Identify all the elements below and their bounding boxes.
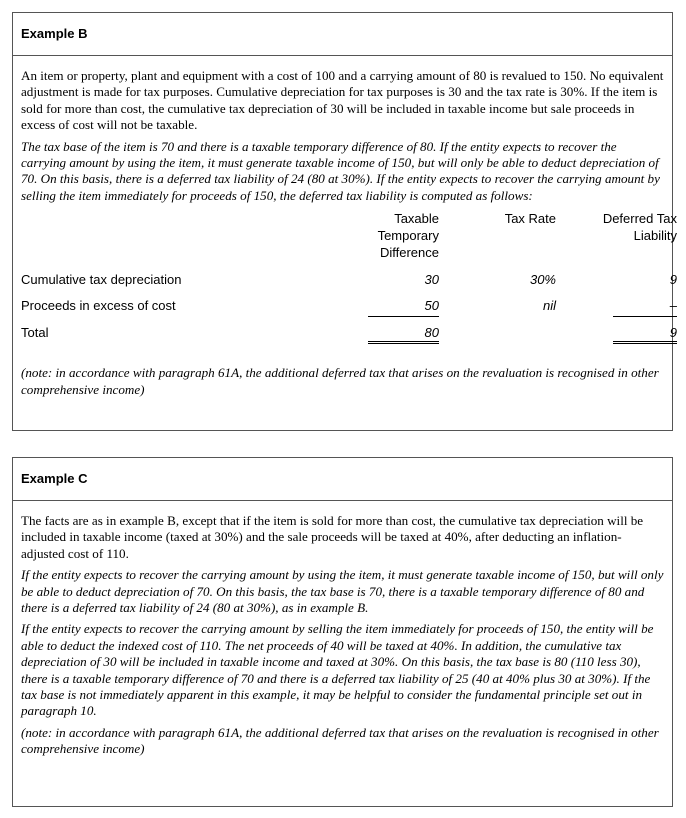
row1-tax-rate: 30% bbox=[529, 272, 556, 288]
row1-deferred-tax: 9 bbox=[669, 272, 677, 288]
example-b-paragraph-1: An item or property, plant and equipment with a cost of 100 and a carrying amount of 80 is revalued to 150. No equivalent adjustment is made for tax purposes. Cumulative depreciation for tax purposes is 30 and the tax rate is 30%. If the item is sold for more than cost, the cumulative tax depreciation of 30 will be included in taxable income but sale proceeds in excess of cost will not be taxable. bbox=[21, 68, 664, 133]
example-c-box bbox=[12, 457, 673, 807]
example-b-title: Example B bbox=[13, 13, 672, 56]
total-deferred-tax: 9 bbox=[613, 325, 677, 344]
row2-tax-rate: nil bbox=[542, 298, 556, 314]
header-deferred-tax-liability: Deferred Tax Liability bbox=[602, 211, 677, 244]
example-c-note: (note: in accordance with paragraph 61A, the additional deferred tax that arises on the revaluation is recognised in other comprehensive income) bbox=[21, 724, 659, 757]
row2-deferred-tax: – bbox=[613, 298, 677, 317]
example-b-note: (note: in accordance with paragraph 61A, the additional deferred tax that arises on the revaluation is recognised in other comprehensive income) bbox=[21, 365, 659, 397]
example-c-paragraph-3: If the entity expects to recover the carrying amount by selling the item immediately for proceeds of 150, the entity will be able to deduct the indexed cost of 110. The net proceeds of 40 will be taxed at 40%. In addition, the cumulative tax depreciation of 30 will be included in taxable income and taxed at 30%. On this basis, the tax base is 80 (110 less 30), there is a taxable temporary difference of 70 and there is a deferred tax liability of 25 (40 at 40% plus 30 at 30%). If the tax base is not immediately apparent in this example, it may be helpful to consider the fundamental principle set out in paragraph 10. bbox=[21, 621, 654, 719]
example-c-paragraph-1: The facts are as in example B, except that if the item is sold for more than cost, the cumulative tax depreciation will be included in taxable income (taxed at 30%) and the sale proceeds will be taxed at 40%, after deducting an inflation-adjusted cost of 110. bbox=[21, 513, 644, 561]
example-c-title: Example C bbox=[13, 458, 672, 501]
example-c-paragraph-2: If the entity expects to recover the carrying amount by using the item, it must generate taxable income of 150, but will only be able to deduct depreciation of 70. On this basis, the tax base is 70, there is a taxable temporary difference of 80 and there is a deferred tax liability of 24 (80 at 30%), as in example B. bbox=[21, 567, 664, 616]
total-taxable-difference: 80 bbox=[368, 325, 439, 344]
example-b-paragraph-2: The tax base of the item is 70 and there is a taxable temporary difference of 80. If the entity expects to recover the carrying amount by using the item, it must generate taxable income of 150, but will only be able to deduct depreciation of 70. On this basis, there is a deferred tax liability of 24 (80 at 30%). If the entity expects to recover the carrying amount by selling the item immediately for proceeds of 150, the deferred tax liability is computed as follows: bbox=[21, 138, 660, 203]
deferred-tax-table bbox=[21, 208, 677, 365]
row-label-proceeds-in-excess-of-cost: Proceeds in excess of cost bbox=[21, 298, 176, 314]
row-label-cumulative-tax-depreciation: Cumulative tax depreciation bbox=[21, 272, 182, 288]
row-label-total: Total bbox=[21, 325, 49, 341]
header-taxable-temporary-difference: Taxable Temporary Difference bbox=[377, 211, 439, 261]
row1-taxable-difference: 30 bbox=[424, 272, 439, 288]
example-b-box bbox=[12, 12, 677, 431]
row2-taxable-difference: 50 bbox=[368, 298, 439, 317]
header-tax-rate: Tax Rate bbox=[504, 211, 556, 227]
